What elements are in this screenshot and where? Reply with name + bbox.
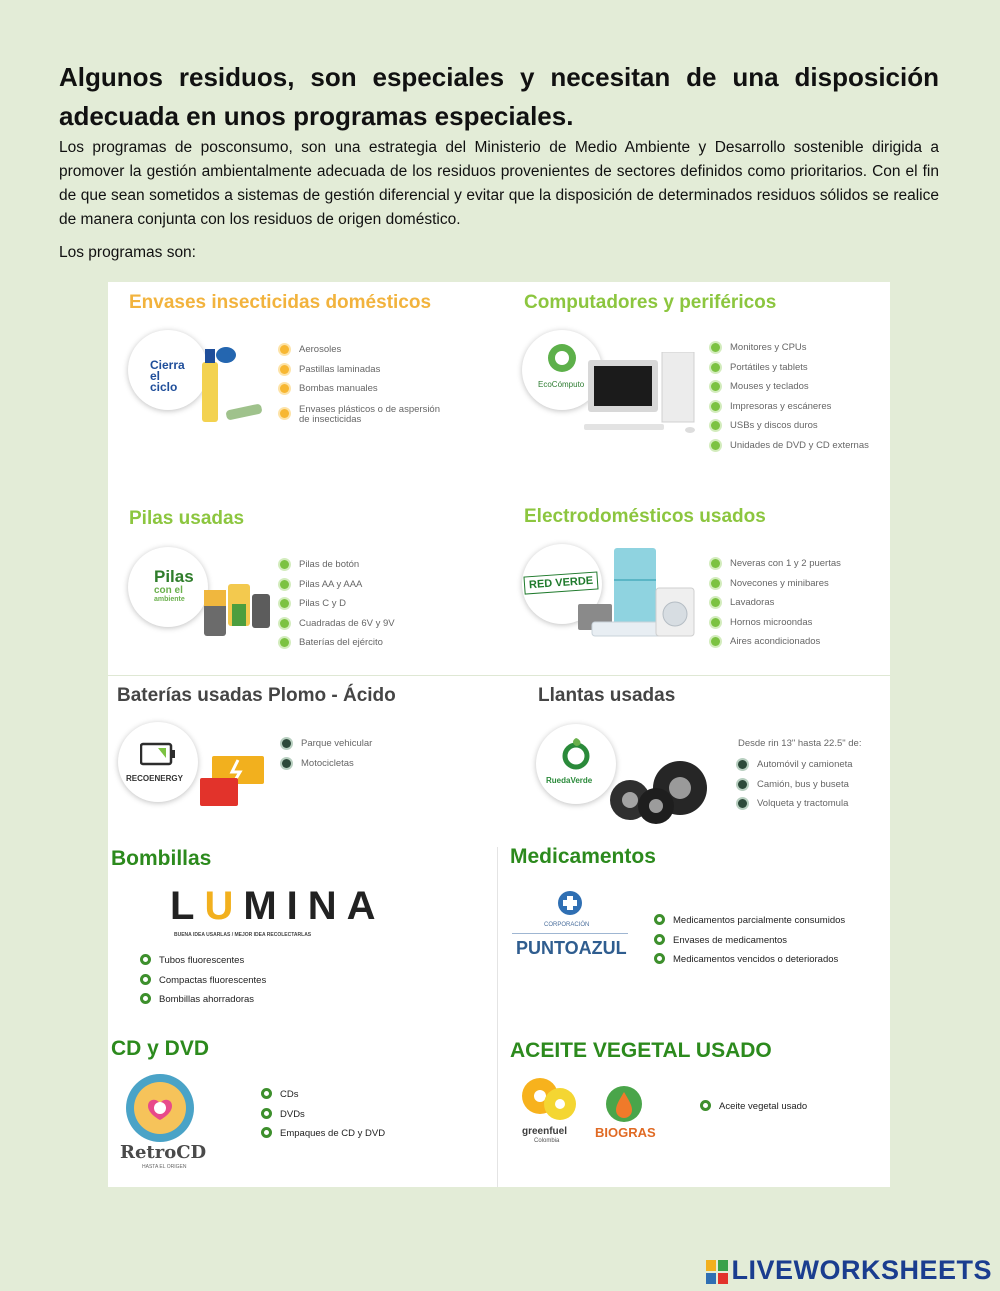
section-title-baterias: Baterías usadas Plomo - Ácido bbox=[117, 685, 396, 706]
list-item: Neveras con 1 y 2 puertas bbox=[711, 554, 841, 574]
list-bombillas bbox=[140, 951, 266, 1010]
list-item: Bombillas ahorradoras bbox=[140, 990, 266, 1010]
list-item: Envases plásticos o de aspersión bbox=[280, 404, 440, 415]
list-medicamentos bbox=[654, 911, 845, 970]
list-item: Monitores y CPUs bbox=[711, 338, 869, 358]
programs-label: Los programas son: bbox=[59, 244, 196, 261]
list-item: Camión, bus y buseta bbox=[738, 775, 853, 795]
retrocd-disc-icon bbox=[124, 1072, 196, 1144]
tire-leaf-icon bbox=[560, 736, 592, 770]
list-item: Medicamentos vencidos o deteriorados bbox=[654, 950, 845, 970]
rueda-verde-logo: RuedaVerde bbox=[536, 724, 616, 804]
list-item: Pilas de botón bbox=[280, 555, 395, 575]
ecocomputo-logo: EcoCómputo bbox=[522, 330, 602, 410]
medical-cross-icon bbox=[557, 890, 583, 916]
list-computadores bbox=[711, 338, 869, 455]
list-item: Cuadradas de 6V y 9V bbox=[280, 614, 395, 634]
list-item: Envases de medicamentos bbox=[654, 931, 845, 951]
list-item: Bombas manuales bbox=[280, 379, 440, 399]
list-item: Unidades de DVD y CD externas bbox=[711, 436, 869, 456]
llantas-intro: Desde rin 13" hasta 22.5" de: bbox=[738, 738, 862, 749]
list-item: Pilas C y D bbox=[280, 594, 395, 614]
greenfuel-icon bbox=[518, 1074, 582, 1124]
section-title-bombillas: Bombillas bbox=[111, 847, 212, 870]
divider bbox=[108, 675, 890, 676]
retrocd-wordmark: RetroCD bbox=[120, 1142, 207, 1163]
list-item: Tubos fluorescentes bbox=[140, 951, 266, 971]
list-item: Impresoras y escáneres bbox=[711, 397, 869, 417]
intro-paragraph: Los programas de posconsumo, son una estrategia del Ministerio de Medio Ambiente y Desarrollo sostenible dirigida a promover la gestión ambientalmente adecuada de los residuos provenientes de sectores definidos como prioritarios. Con el fin de que sean sometidos a sistemas de gestión diferencial y evitar que la disposición de determinados residuos sólidos se realice de manera conjunta con los residuos de origen doméstico. bbox=[59, 139, 939, 228]
red-verde-logo: RED VERDE bbox=[522, 544, 602, 624]
page-heading: Algunos residuos, son especiales y necesitan de una disposición adecuada en unos programas especiales. bbox=[59, 62, 939, 131]
list-item: Novecones y minibares bbox=[711, 574, 841, 594]
divider bbox=[497, 847, 498, 1187]
liveworksheets-logo: LIVEWORKSHEETS bbox=[706, 1255, 992, 1286]
list-item: Automóvil y camioneta bbox=[738, 755, 853, 775]
section-title-aceite: ACEITE VEGETAL USADO bbox=[510, 1039, 772, 1062]
biogras-icon bbox=[604, 1084, 644, 1124]
section-title-computadores: Computadores y periféricos bbox=[524, 292, 777, 313]
appliances-illustration bbox=[578, 546, 698, 640]
lumina-tagline: BUENA IDEA USARLAS / MEJOR IDEA RECOLECTARLAS bbox=[174, 932, 312, 938]
section-title-electrodomesticos: Electrodomésticos usados bbox=[524, 506, 766, 527]
list-item: Pastillas laminadas bbox=[280, 360, 440, 380]
lumina-logo: LUMINA bbox=[170, 884, 386, 928]
batteries-illustration bbox=[202, 574, 272, 640]
list-insecticidas bbox=[280, 340, 440, 415]
greenfuel-sub: Colombia bbox=[534, 1138, 560, 1144]
section-title-pilas: Pilas usadas bbox=[129, 508, 245, 529]
list-item: Pilas AA y AAA bbox=[280, 575, 395, 595]
biogras-wordmark: BIOGRAS bbox=[595, 1125, 656, 1140]
list-item: Aires acondicionados bbox=[711, 632, 841, 652]
list-item: Baterías del ejército bbox=[280, 633, 395, 653]
list-item: USBs y discos duros bbox=[711, 416, 869, 436]
list-item: Medicamentos parcialmente consumidos bbox=[654, 911, 845, 931]
list-item: DVDs bbox=[261, 1105, 385, 1125]
list-pilas bbox=[280, 555, 395, 653]
list-item: Lavadoras bbox=[711, 593, 841, 613]
computer-illustration bbox=[578, 352, 708, 442]
retrocd-tagline: HASTA EL ORIGEN bbox=[142, 1164, 187, 1170]
list-electrodomesticos bbox=[711, 554, 841, 652]
section-title-insecticidas: Envases insecticidas domésticos bbox=[129, 292, 432, 313]
list-item: Empaques de CD y DVD bbox=[261, 1124, 385, 1144]
cierra-el-ciclo-logo: Cierra el ciclo bbox=[128, 330, 208, 410]
list-item-continuation: de insecticidas bbox=[299, 414, 362, 425]
list-aceite bbox=[700, 1097, 807, 1117]
recoenergy-logo: RECOENERGY bbox=[118, 722, 198, 802]
programs-infographic bbox=[108, 282, 890, 1187]
insecticide-products-illustration bbox=[196, 337, 266, 427]
list-item: Volqueta y tractomula bbox=[738, 794, 853, 814]
car-batteries-illustration bbox=[198, 752, 268, 810]
list-item: Portátiles y tablets bbox=[711, 358, 869, 378]
list-item: Aceite vegetal usado bbox=[700, 1097, 807, 1117]
list-item: CDs bbox=[261, 1085, 385, 1105]
section-title-medicamentos: Medicamentos bbox=[510, 845, 656, 868]
list-item: Compactas fluorescentes bbox=[140, 971, 266, 991]
list-baterias bbox=[282, 734, 372, 773]
list-item: Mouses y teclados bbox=[711, 377, 869, 397]
battery-icon bbox=[140, 740, 176, 766]
globe-icon bbox=[546, 342, 578, 374]
greenfuel-wordmark: greenfuel bbox=[522, 1126, 568, 1137]
tires-illustration bbox=[608, 760, 718, 830]
section-title-cd-dvd: CD y DVD bbox=[111, 1037, 210, 1060]
list-item: Aerosoles bbox=[280, 340, 440, 360]
liveworksheets-icon bbox=[706, 1260, 728, 1284]
list-item: Hornos microondas bbox=[711, 613, 841, 633]
list-llantas bbox=[738, 755, 853, 814]
list-item: Parque vehicular bbox=[282, 734, 372, 754]
section-title-llantas: Llantas usadas bbox=[538, 685, 676, 706]
pilas-con-el-ambiente-logo: Pilas con el ambiente bbox=[128, 547, 208, 627]
list-cd-dvd bbox=[261, 1085, 385, 1144]
list-item: Motocicletas bbox=[282, 754, 372, 774]
punto-azul-logo: CORPORACIÓN PUNTOAZUL bbox=[512, 890, 628, 970]
